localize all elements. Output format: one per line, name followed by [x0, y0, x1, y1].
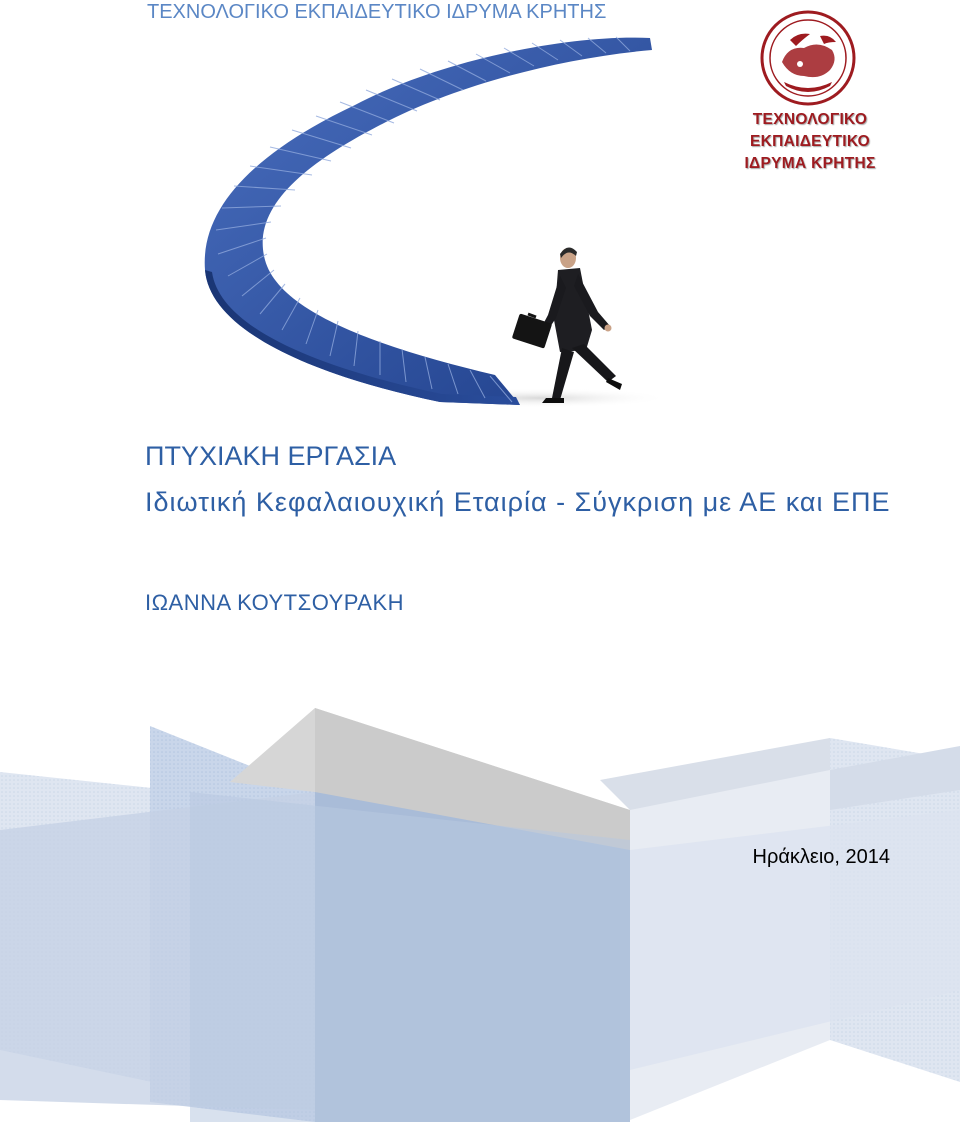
- institution-header: ΤΕΧΝΟΛΟΓΙΚΟ ΕΚΠΑΙΔΕΥΤΙΚΟ ΙΔΡΥΜΑ ΚΡΗΤΗΣ: [147, 1, 607, 23]
- author-name: ΙΩΑΝΝΑ ΚΟΥΤΣΟΥΡΑΚΗ: [145, 590, 405, 615]
- document-type: ΠΤΥΧΙΑΚΗ ΕΡΓΑΣΙΑ: [145, 441, 397, 471]
- decorative-geometric-background: [0, 690, 960, 1122]
- tei-crete-logo: [740, 10, 880, 180]
- document-title: Ιδιωτική Κεφαλαιουχική Εταιρία - Σύγκριση με ΑΕ και ΕΠΕ: [145, 487, 891, 517]
- logo-seal-icon: [740, 10, 880, 110]
- place-date: Ηράκλειο, 2014: [752, 846, 890, 868]
- businessman-figure: [512, 247, 622, 403]
- logo-line-2: ΕΚΠΑΙΔΕΥΤΙΚΟ: [750, 133, 870, 150]
- logo-line-1: ΤΕΧΝΟΛΟΓΙΚΟ: [752, 111, 868, 128]
- staircase-businessman-illustration: [140, 30, 660, 415]
- title-block: [145, 440, 935, 526]
- logo-line-3: ΙΔΡΥΜΑ ΚΡΗΤΗΣ: [744, 155, 876, 172]
